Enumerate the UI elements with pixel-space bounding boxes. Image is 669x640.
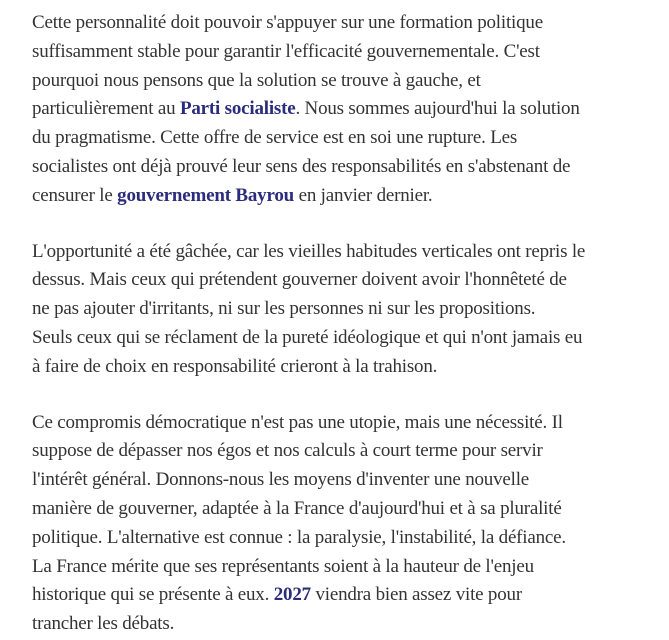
text-line [32,581,662,610]
text-line [32,324,662,353]
text-line [32,67,662,96]
text-line [32,182,662,211]
inline-link[interactable]: gouvernement Bayrou [117,184,295,206]
text-run: Ce compromis démocratique n'est pas une utopie, mais une nécessité. Il [32,411,563,433]
text-line [32,353,662,382]
text-run: ne pas ajouter d'irritants, ni sur les personnes ni sur les propositions. [32,298,536,320]
text-line [32,238,662,267]
text-line [32,124,662,153]
text-run: La France mérite que ses représentants soient à la hauteur de l'enjeu [32,555,534,577]
text-line [32,466,662,495]
text-line [32,9,662,38]
text-run: socialistes ont déjà prouvé leur sens des responsabilités en s'abstenant de [32,155,571,177]
text-run: trancher les débats. [32,613,175,635]
text-line [32,524,662,553]
text-run: suppose de dépasser nos égos et nos calculs à court terme pour servir [32,440,543,462]
text-line [32,295,662,324]
paragraph [32,409,662,639]
text-run: l'intérêt général. Donnons-nous les moyens d'inventer une nouvelle [32,469,530,491]
text-run: particulièrement au [32,98,180,120]
inline-link[interactable]: 2027 [273,584,311,606]
text-run: . Nous sommes aujourd'hui la solution [295,98,580,120]
text-run: viendra bien assez vite pour [310,584,522,606]
text-run: Cette personnalité doit pouvoir s'appuyer sur une formation politique [32,12,543,33]
text-run: à faire de choix en responsabilité crieront à la trahison. [32,355,438,377]
text-run: du pragmatisme. Cette offre de service est en soi une rupture. Les [32,127,518,149]
text-run: Seuls ceux qui se réclament de la pureté idéologique et qui n'ont jamais eu [32,326,583,348]
text-line [32,495,662,524]
text-line [32,437,662,466]
text-run: L'opportunité a été gâchée, car les vieilles habitudes verticales ont repris le [32,240,586,262]
text-run: politique. L'alternative est connue : la paralysie, l'instabilité, la défiance. [32,526,566,548]
text-run: historique qui se présente à eux. [32,584,274,606]
text-line [32,266,662,295]
text-run: manière de gouverner, adaptée à la France d'aujourd'hui et à sa pluralité [32,497,562,519]
paragraph [32,9,662,211]
text-line [32,409,662,438]
article-body [32,9,662,639]
text-line [32,553,662,582]
text-run: dessus. Mais ceux qui prétendent gouverner doivent avoir l'honnêteté de [32,269,567,291]
paragraph [32,238,662,382]
text-run: censurer le [32,184,118,206]
text-line [32,153,662,182]
text-run: suffisamment stable pour garantir l'efficacité gouvernementale. C'est [32,40,540,62]
text-run: pourquoi nous pensons que la solution se trouve à gauche, et [32,69,481,91]
text-run: en janvier dernier. [294,184,433,206]
text-line [32,95,662,124]
text-line [32,610,662,639]
inline-link[interactable]: Parti socialiste [179,98,296,120]
text-line [32,38,662,67]
